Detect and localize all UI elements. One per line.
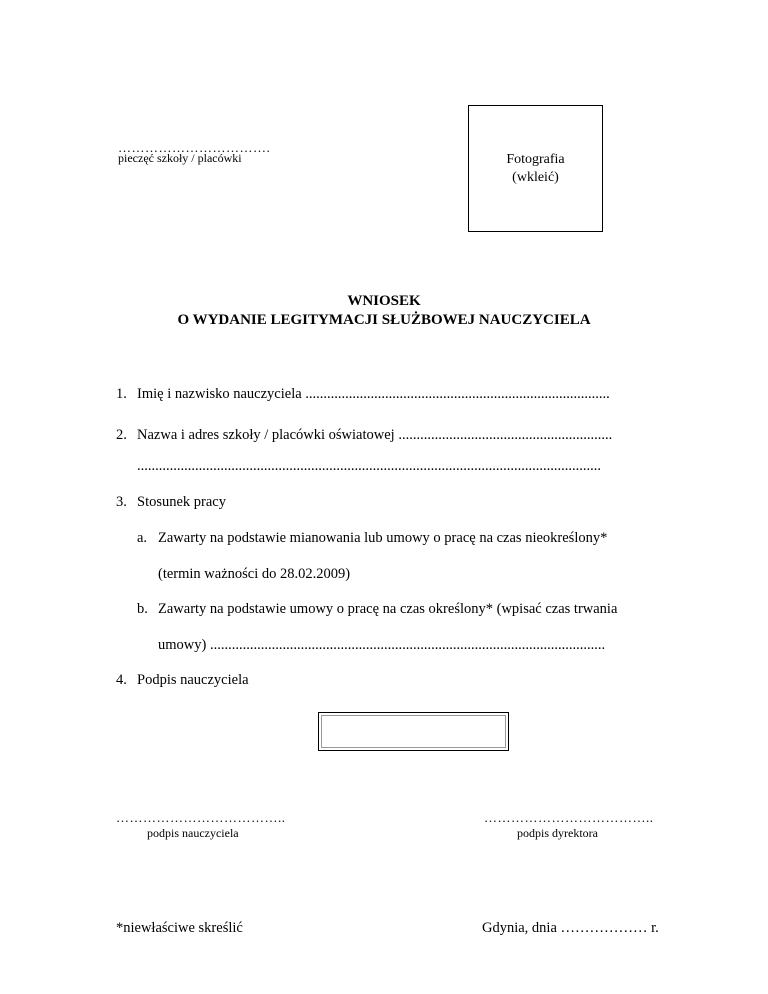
item-text: Imię i nazwisko nauczyciela .................................................................................... <box>137 386 610 402</box>
photo-label: Fotografia <box>506 151 565 167</box>
title-line-1: WNIOSEK <box>347 293 421 309</box>
form-item-school-address <box>116 427 612 444</box>
employment-option-b-continuation: umowy) ............................................................................................................. <box>158 637 606 653</box>
item-number: 3. <box>116 494 127 510</box>
teacher-signature-line: ……………………………….. <box>116 810 286 825</box>
document-title <box>0 292 768 330</box>
item-text: Stosunek pracy <box>137 494 226 510</box>
place-and-date: Gdynia, dnia ……………… r. <box>482 920 659 936</box>
school-address-continuation-line: ................................................................................................................................ <box>137 458 601 474</box>
stamp-dotted-line: ……………………………. <box>118 140 271 155</box>
stamp-label: pieczęć szkoły / placówki <box>118 151 242 165</box>
employment-option-b <box>137 601 617 618</box>
footnote: *niewłaściwe skreślić <box>116 920 243 936</box>
form-item-teacher-name <box>116 386 610 403</box>
signature-box <box>318 712 509 751</box>
director-signature-line: ……………………………….. <box>484 810 654 825</box>
teacher-signature-label: podpis nauczyciela <box>147 826 239 840</box>
option-text: Zawarty na podstawie umowy o pracę na czas określony* (wpisać czas trwania <box>158 601 618 617</box>
item-number: 2. <box>116 427 127 443</box>
employment-option-a <box>137 530 607 547</box>
option-letter: b. <box>137 601 148 617</box>
item-text: Nazwa i adres szkoły / placówki oświatowej ........................................................... <box>137 427 613 443</box>
option-text: Zawarty na podstawie mianowania lub umowy o pracę na czas nieokreślony* <box>158 530 608 546</box>
form-item-teacher-signature <box>116 672 249 689</box>
option-letter: a. <box>137 530 148 546</box>
director-signature-label: podpis dyrektora <box>517 826 598 840</box>
item-number: 1. <box>116 386 127 402</box>
photo-instruction: (wkleić) <box>512 169 559 185</box>
item-number: 4. <box>116 672 127 688</box>
photo-box <box>468 105 603 232</box>
form-item-employment <box>116 494 226 511</box>
title-line-2: O WYDANIE LEGITYMACJI SŁUŻBOWEJ NAUCZYCIELA <box>177 312 591 328</box>
item-text: Podpis nauczyciela <box>137 672 249 688</box>
employment-option-a-continuation: (termin ważności do 28.02.2009) <box>158 566 351 582</box>
